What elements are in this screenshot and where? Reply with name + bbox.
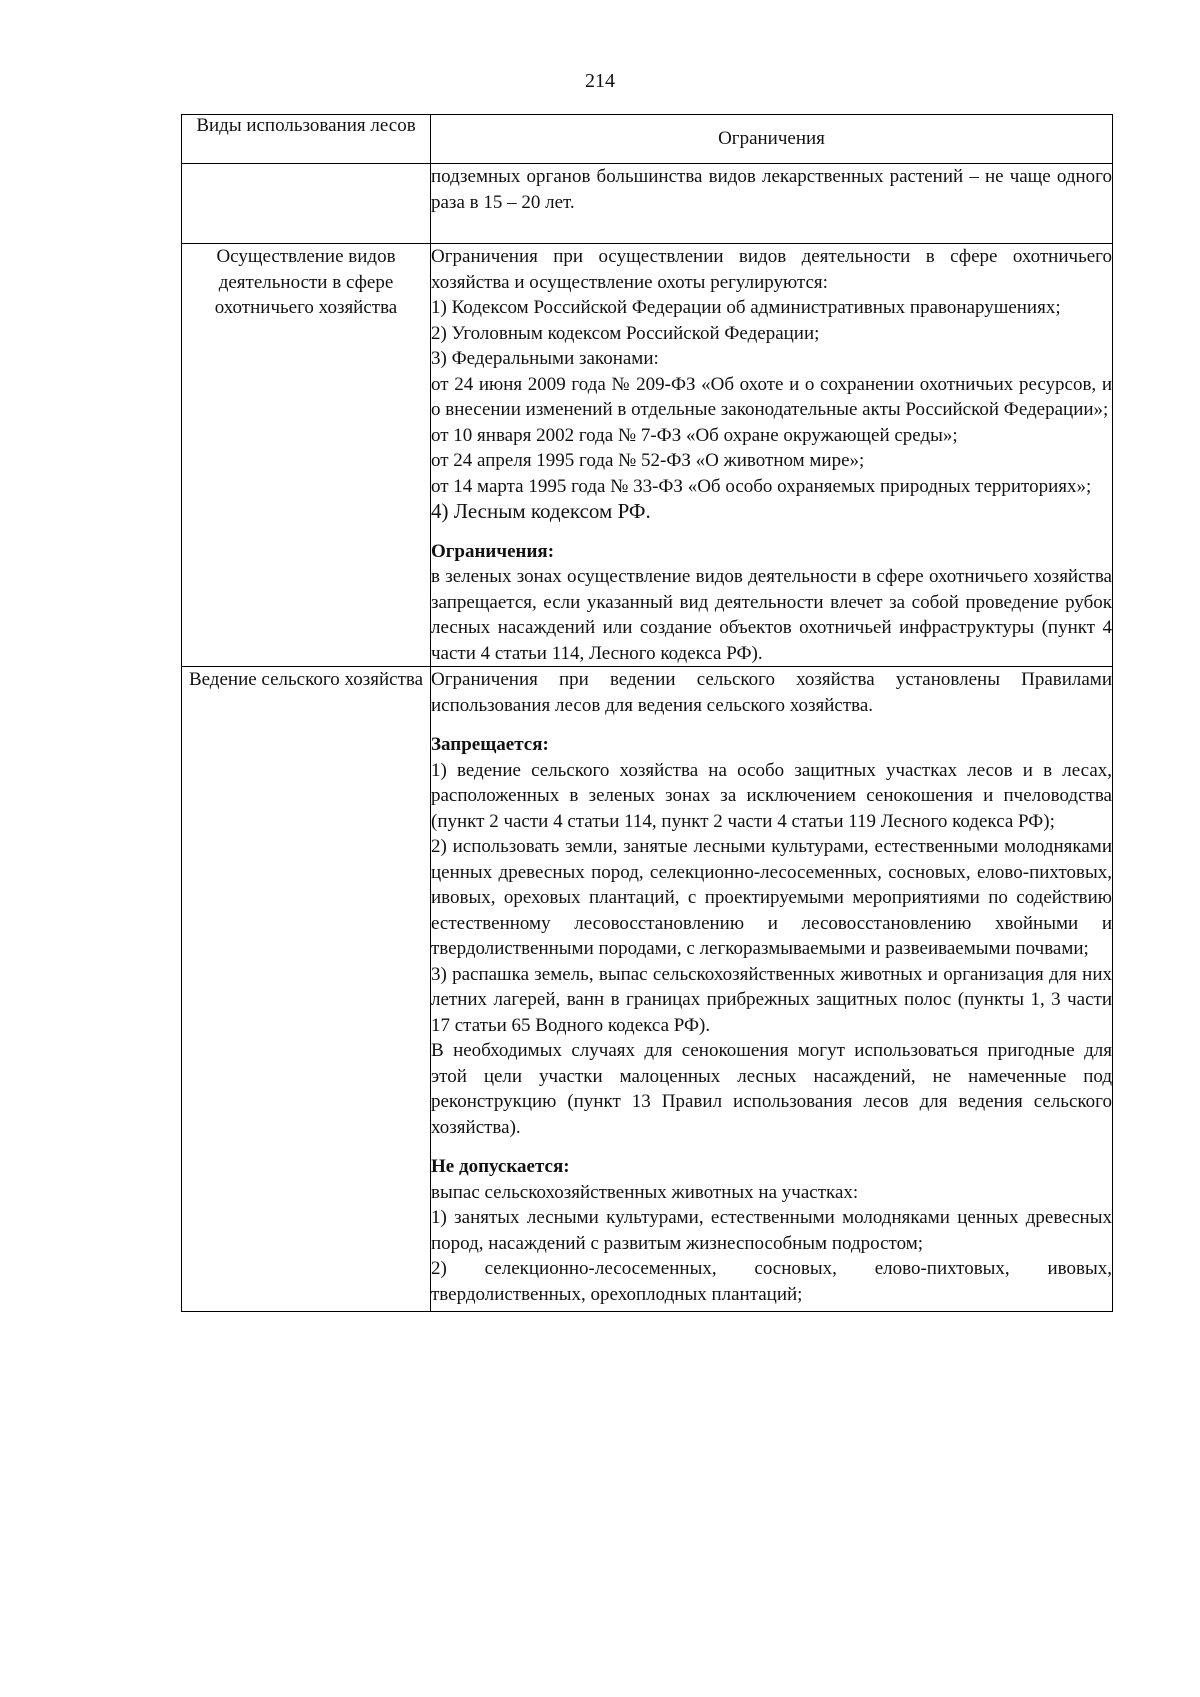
restriction-paragraph: от 10 января 2002 года № 7-ФЗ «Об охране окружающей среды»; (431, 424, 958, 446)
header-forest-use-types: Виды использования лесов (182, 115, 431, 164)
restriction-paragraph: 3) Федеральными законами: (431, 348, 659, 369)
restriction-paragraph: Ограничения при осуществлении видов деятельности в сфере охотничьего хозяйства и осуществление охоты регулируются: (431, 246, 1112, 293)
restriction-paragraph: 3) распашка земель, выпас сельскохозяйственных животных и организация для них летних лагерей, ванн в границах прибрежных защитных полос (пункты 1, 3 части 17 статьи 65 Водного кодекса РФ). (431, 963, 1112, 1036)
restriction-paragraph: 1) ведение сельского хозяйства на особо защитных участках лесов и в лесах, расположенных в зеленых зонах за исключением сенокошения и пчеловодства (пункт 2 части 4 статьи 114, пункт 2 части 4 статьи 119 Лесного кодекса РФ); (431, 759, 1112, 832)
restriction-paragraph: 1) занятых лесными культурами, естественными молодняками ценных древесных пород, насаждений с развитым жизнеспособным подростом; (431, 1207, 1112, 1254)
restriction-paragraph: от 24 апреля 1995 года № 52-ФЗ «О животном мире»; (431, 450, 865, 471)
restriction-paragraph: от 14 марта 1995 года № 33-ФЗ «Об особо охраняемых природных территориях»; (431, 475, 1092, 497)
row-type-cell: Осуществление видов деятельности в сфере охотничьего хозяйства (182, 244, 431, 667)
page-number: 214 (585, 70, 615, 92)
restriction-paragraph: 1) Кодексом Российской Федерации об административных правонарушениях; (431, 297, 1061, 318)
table-row (182, 244, 1113, 667)
restriction-paragraph: 2) Уголовным кодексом Российской Федерации; (431, 322, 820, 344)
row-restrictions-cell (431, 244, 1113, 667)
restriction-paragraph: в зеленых зонах осуществление видов деятельности в сфере охотничьего хозяйства запрещается, если указанный вид деятельности влечет за собой проведение рубок лесных насаждений или создание объектов охотничьей инфраструктуры (пункт 4 части 4 статьи 114, Лесного кодекса РФ). (431, 566, 1112, 664)
restriction-paragraph: 2) использовать земли, занятые лесными культурами, естественными молодняками ценных древесных пород, селекционно-лесосеменных, сосновых, елово-пихтовых, ивовых, ореховых плантаций, с проектируемыми мероприятиями по содействию естественному лесовосстановлению и лесовосстановлению хвойными и твердолиственными породами, с легкоразмываемыми и развеиваемыми почвами; (431, 836, 1112, 959)
table-row (182, 164, 1113, 244)
section-heading: Не допускается: (431, 1156, 570, 1177)
restriction-paragraph: подземных органов большинства видов лекарственных растений – не чаще одного раза в 15 – 20 лет. (431, 166, 1112, 213)
row-restrictions-cell (431, 164, 1113, 244)
table-header-row (182, 115, 1113, 164)
restriction-paragraph: В необходимых случаях для сенокошения могут использоваться пригодные для этой цели участки малоценных лесных насаждений, не намеченные под реконструкцию (пункт 13 Правил использования лесов для ведения сельского хозяйства). (431, 1040, 1112, 1138)
restriction-paragraph: 4) Лесным кодексом РФ. (431, 499, 651, 523)
restriction-paragraph: от 24 июня 2009 года № 209-ФЗ «Об охоте и о сохранении охотничьих ресурсов, и о внесении изменений в отдельные законодательные акты Российской Федерации»; (431, 373, 1112, 420)
row-restrictions-cell (431, 667, 1113, 1312)
restriction-paragraph: выпас сельскохозяйственных животных на участках: (431, 1181, 859, 1203)
row-type-cell: Ведение сельского хозяйства (182, 667, 431, 1312)
row-type-cell (182, 164, 431, 244)
section-heading: Ограничения: (431, 540, 555, 562)
restriction-paragraph: 2) селекционно-лесосеменных, сосновых, елово-пихтовых, ивовых, твердолиственных, орехоплодных плантаций; (431, 1258, 1112, 1305)
restrictions-table (181, 114, 1113, 1312)
header-restrictions: Ограничения (431, 115, 1113, 164)
table-row (182, 667, 1113, 1312)
restriction-paragraph: Ограничения при ведении сельского хозяйства установлены Правилами использования лесов для ведения сельского хозяйства. (431, 669, 1112, 716)
section-heading: Запрещается: (431, 734, 549, 755)
